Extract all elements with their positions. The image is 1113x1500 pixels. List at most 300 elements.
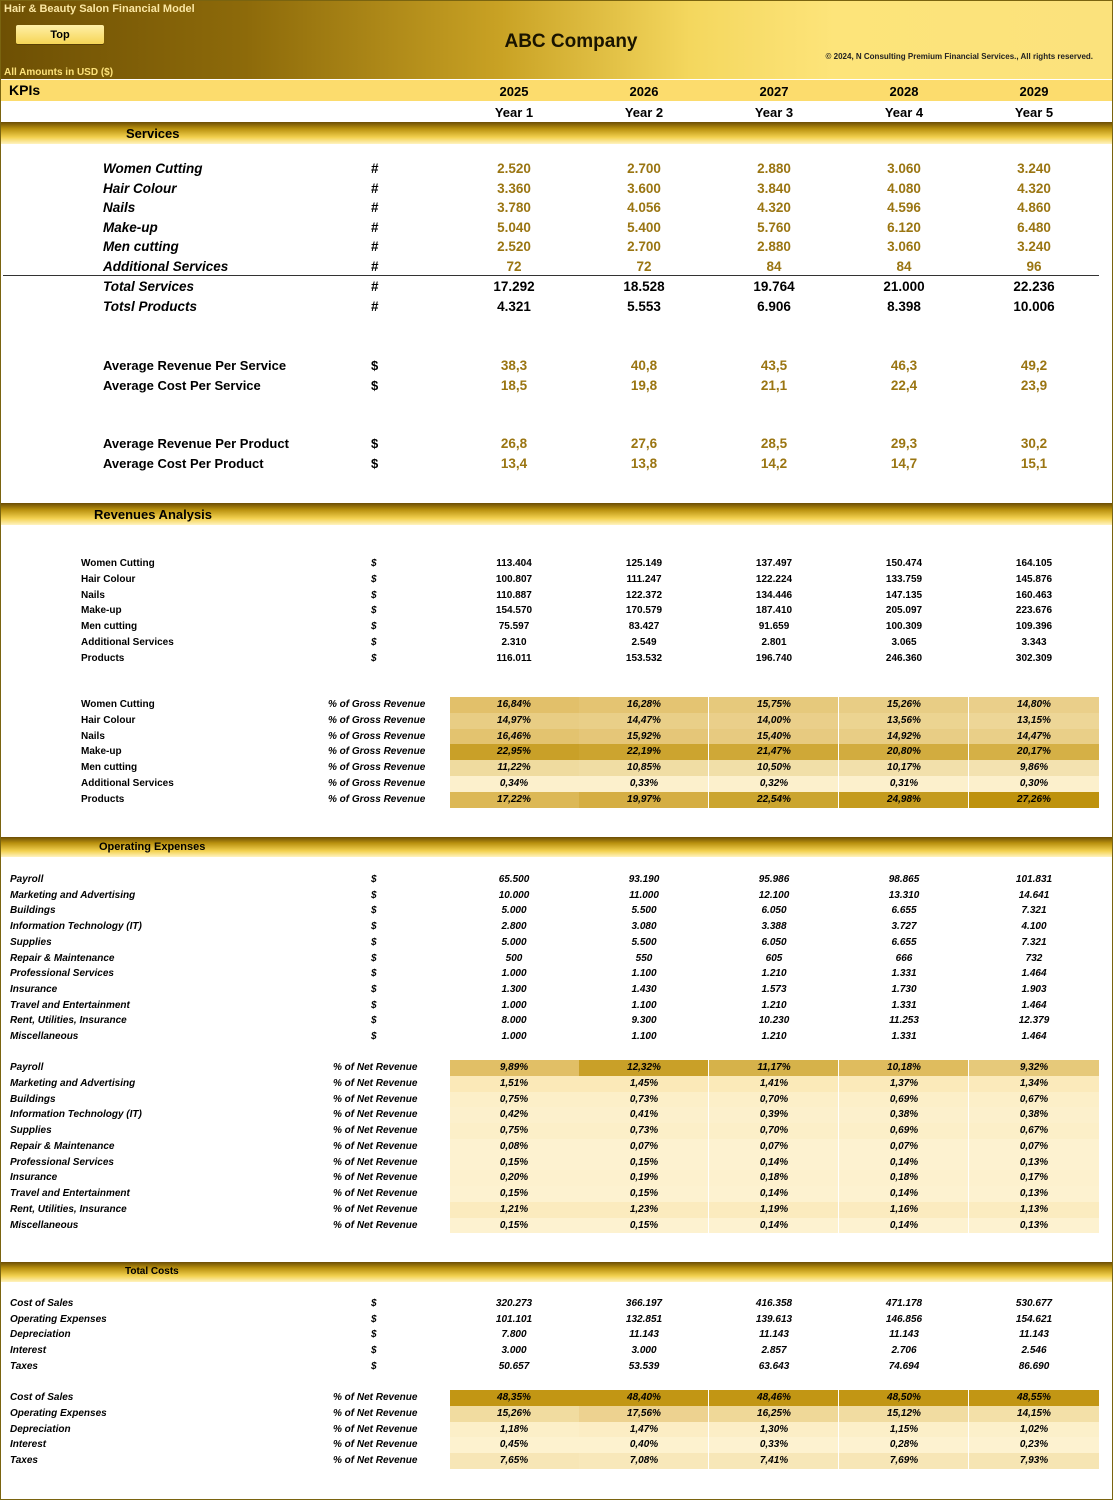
row-value: 16,28% bbox=[627, 699, 661, 710]
row-value: 15,12% bbox=[887, 1407, 921, 1419]
row-value: 0,07% bbox=[1019, 1140, 1049, 1152]
row-value: 10.006 bbox=[1013, 298, 1055, 314]
row-value: 0,69% bbox=[889, 1093, 919, 1105]
row-value: 72 bbox=[636, 259, 652, 274]
row-value: 0,31% bbox=[889, 778, 919, 789]
row-value: 13,8 bbox=[630, 455, 658, 471]
row-value: 14,7 bbox=[890, 455, 918, 471]
row-label: Professional Services bbox=[10, 968, 114, 980]
row-label: Travel and Entertainment bbox=[10, 1188, 130, 1199]
row-unit: $ bbox=[371, 1329, 377, 1341]
row-value: 4.320 bbox=[1017, 180, 1051, 196]
row-value: 6.480 bbox=[1017, 219, 1051, 235]
row-value: 14,92% bbox=[887, 730, 921, 742]
row-value: 1.464 bbox=[1021, 968, 1047, 980]
row-value: 0,15% bbox=[629, 1219, 659, 1231]
services-total-divider bbox=[3, 275, 1099, 276]
row-value: 43,5 bbox=[760, 358, 788, 373]
row-value: 11.143 bbox=[889, 1329, 919, 1341]
row-value: 0,75% bbox=[499, 1093, 529, 1105]
row-unit: $ bbox=[371, 589, 377, 601]
row-unit: $ bbox=[371, 968, 377, 980]
row-value: 100.309 bbox=[885, 621, 923, 633]
row-value: 125.149 bbox=[625, 558, 663, 569]
row-unit: $ bbox=[371, 936, 377, 948]
row-value: 0,15% bbox=[629, 1156, 659, 1168]
row-unit: % of Net Revenue bbox=[333, 1392, 418, 1403]
row-unit: % of Net Revenue bbox=[333, 1156, 418, 1168]
row-value: 666 bbox=[895, 952, 913, 964]
row-value: 11,22% bbox=[497, 762, 531, 774]
row-value: 101.101 bbox=[495, 1313, 533, 1325]
row-value: 4.596 bbox=[887, 200, 921, 216]
row-label: Make-up bbox=[81, 605, 122, 617]
row-unit: $ bbox=[371, 558, 377, 569]
row-label: Men cutting bbox=[81, 762, 138, 774]
row-value: 1.210 bbox=[761, 1031, 787, 1042]
row-value: 111.247 bbox=[626, 573, 662, 585]
row-label: Total Services bbox=[103, 279, 195, 294]
row-label: Interest bbox=[10, 1439, 47, 1451]
row-value: 19,8 bbox=[630, 377, 658, 393]
row-value: 0,42% bbox=[499, 1109, 529, 1121]
row-label: Products bbox=[81, 652, 125, 664]
row-unit: % of Gross Revenue bbox=[328, 778, 426, 789]
row-value: 21,1 bbox=[760, 377, 788, 393]
row-value: 26,8 bbox=[500, 436, 528, 451]
row-value: 6.906 bbox=[757, 298, 791, 314]
row-value: 84 bbox=[896, 259, 912, 274]
row-value: 9,89% bbox=[499, 1062, 529, 1073]
row-value: 2.700 bbox=[627, 161, 661, 176]
row-value: 9,86% bbox=[1019, 762, 1049, 774]
row-unit: $ bbox=[371, 436, 379, 451]
row-value: 4.100 bbox=[1021, 921, 1047, 933]
row-unit: $ bbox=[371, 921, 377, 933]
row-unit: % of Net Revenue bbox=[333, 1062, 418, 1073]
year-label-1: Year 1 bbox=[494, 105, 534, 120]
row-value: 12.379 bbox=[1018, 1015, 1050, 1027]
row-value: 3.060 bbox=[887, 239, 921, 255]
row-value: 23,9 bbox=[1020, 377, 1048, 393]
row-unit: $ bbox=[371, 1298, 377, 1309]
row-value: 75.597 bbox=[498, 621, 530, 633]
row-value: 93.190 bbox=[628, 874, 660, 885]
row-value: 0,13% bbox=[1019, 1156, 1049, 1168]
row-value: 95.986 bbox=[758, 874, 790, 885]
row-value: 100.807 bbox=[495, 573, 533, 585]
row-value: 416.358 bbox=[755, 1298, 793, 1309]
row-value: 0,19% bbox=[629, 1172, 659, 1184]
row-value: 0,32% bbox=[759, 778, 789, 789]
row-value: 2.801 bbox=[761, 637, 787, 648]
row-label: Repair & Maintenance bbox=[10, 952, 115, 964]
row-value: 20,17% bbox=[1017, 746, 1051, 758]
row-value: 0,30% bbox=[1019, 778, 1049, 789]
row-value: 530.677 bbox=[1015, 1298, 1053, 1309]
row-value: 0,15% bbox=[499, 1219, 529, 1231]
row-value: 0,23% bbox=[1019, 1439, 1049, 1451]
row-unit: # bbox=[371, 180, 379, 196]
row-unit: $ bbox=[371, 1031, 377, 1042]
row-value: 1,16% bbox=[889, 1203, 919, 1215]
row-value: 38,3 bbox=[500, 358, 528, 373]
row-label: Average Cost Per Product bbox=[103, 455, 264, 471]
row-value: 16,84% bbox=[497, 699, 531, 710]
row-label: Supplies bbox=[10, 936, 52, 948]
row-value: 6.655 bbox=[891, 905, 917, 917]
row-value: 223.676 bbox=[1015, 605, 1053, 617]
row-value: 7.321 bbox=[1021, 905, 1047, 917]
row-unit: % of Net Revenue bbox=[333, 1203, 418, 1215]
row-unit: $ bbox=[371, 637, 377, 648]
row-value: 5.500 bbox=[631, 905, 657, 917]
year-label-5: Year 5 bbox=[1014, 105, 1054, 120]
row-value: 22.236 bbox=[1013, 279, 1055, 294]
row-label: Miscellaneous bbox=[10, 1031, 79, 1042]
row-value: 0,69% bbox=[889, 1125, 919, 1136]
row-value: 147.135 bbox=[885, 589, 923, 601]
row-value: 8.398 bbox=[887, 298, 921, 314]
row-value: 17,56% bbox=[627, 1407, 661, 1419]
row-value: 14.641 bbox=[1018, 889, 1050, 901]
row-value: 116.011 bbox=[496, 652, 532, 664]
row-value: 0,14% bbox=[759, 1156, 789, 1168]
row-value: 154.570 bbox=[495, 605, 533, 617]
row-value: 0,14% bbox=[759, 1188, 789, 1199]
row-unit: $ bbox=[371, 1345, 377, 1357]
row-value: 10.230 bbox=[758, 1015, 790, 1027]
row-value: 3.727 bbox=[891, 921, 917, 933]
row-value: 8.000 bbox=[501, 1015, 527, 1027]
year-2025: 2025 bbox=[499, 84, 529, 99]
row-value: 19,97% bbox=[627, 793, 661, 805]
row-unit: % of Net Revenue bbox=[333, 1455, 418, 1466]
row-label: Make-up bbox=[103, 219, 158, 235]
row-value: 27,6 bbox=[630, 436, 658, 451]
row-label: Payroll bbox=[10, 874, 44, 885]
row-value: 302.309 bbox=[1015, 652, 1053, 664]
row-value: 14,15% bbox=[1017, 1407, 1051, 1419]
row-value: 0,14% bbox=[759, 1219, 789, 1231]
row-value: 132.851 bbox=[625, 1313, 663, 1325]
row-value: 14,47% bbox=[627, 714, 661, 726]
row-value: 6.655 bbox=[891, 936, 917, 948]
row-value: 17,22% bbox=[497, 793, 531, 805]
row-value: 1,37% bbox=[889, 1077, 919, 1089]
row-value: 3.065 bbox=[891, 637, 917, 648]
row-value: 53.539 bbox=[628, 1360, 660, 1372]
row-value: 30,2 bbox=[1020, 436, 1048, 451]
row-unit: $ bbox=[371, 1360, 377, 1372]
row-label: Interest bbox=[10, 1345, 47, 1357]
row-value: 1,23% bbox=[629, 1203, 659, 1215]
row-value: 0,08% bbox=[499, 1140, 529, 1152]
row-value: 139.613 bbox=[755, 1313, 793, 1325]
row-label: Cost of Sales bbox=[10, 1392, 74, 1403]
row-value: 1.300 bbox=[501, 983, 527, 995]
row-value: 145.876 bbox=[1015, 573, 1053, 585]
row-value: 0,70% bbox=[759, 1125, 789, 1136]
row-unit: % of Net Revenue bbox=[333, 1140, 418, 1152]
row-unit: $ bbox=[371, 377, 379, 393]
company-name: ABC Company bbox=[504, 31, 638, 52]
row-unit: $ bbox=[371, 952, 377, 964]
row-value: 153.532 bbox=[625, 652, 663, 664]
top-button[interactable]: Top bbox=[16, 25, 104, 44]
row-value: 48,55% bbox=[1017, 1392, 1051, 1403]
row-label: Miscellaneous bbox=[10, 1219, 79, 1231]
row-value: 109.396 bbox=[1015, 621, 1053, 633]
row-value: 65.500 bbox=[498, 874, 530, 885]
row-value: 0,70% bbox=[759, 1093, 789, 1105]
row-value: 3.060 bbox=[887, 161, 921, 176]
row-value: 0,14% bbox=[889, 1156, 919, 1168]
row-value: 0,13% bbox=[1019, 1219, 1049, 1231]
row-value: 15,40% bbox=[757, 730, 791, 742]
row-value: 122.224 bbox=[755, 573, 793, 585]
row-value: 113.404 bbox=[496, 558, 532, 569]
row-label: Depreciation bbox=[10, 1423, 71, 1435]
row-value: 9,32% bbox=[1019, 1062, 1049, 1073]
row-unit: $ bbox=[371, 652, 377, 664]
row-value: 2.706 bbox=[891, 1345, 917, 1357]
row-unit: $ bbox=[371, 905, 377, 917]
row-value: 2.520 bbox=[497, 161, 531, 176]
row-value: 1,47% bbox=[629, 1423, 659, 1435]
row-unit: % of Gross Revenue bbox=[328, 762, 426, 774]
row-value: 6.050 bbox=[761, 905, 787, 917]
row-value: 4.056 bbox=[627, 200, 661, 216]
row-value: 11,17% bbox=[757, 1062, 791, 1073]
row-label: Average Revenue Per Service bbox=[103, 358, 287, 373]
row-value: 91.659 bbox=[758, 621, 790, 633]
row-value: 7,93% bbox=[1019, 1455, 1049, 1466]
kpi-header-band bbox=[1, 80, 1112, 101]
row-value: 1.903 bbox=[1021, 983, 1047, 995]
row-value: 48,50% bbox=[887, 1392, 921, 1403]
row-value: 7,65% bbox=[499, 1455, 529, 1466]
row-unit: $ bbox=[371, 621, 377, 633]
row-unit: $ bbox=[371, 605, 377, 617]
row-value: 0,14% bbox=[889, 1188, 919, 1199]
row-value: 0,41% bbox=[629, 1109, 659, 1121]
row-value: 7,69% bbox=[889, 1455, 919, 1466]
row-label: Payroll bbox=[10, 1062, 44, 1073]
row-label: Totsl Products bbox=[103, 298, 198, 314]
row-unit: $ bbox=[371, 999, 377, 1011]
row-value: 16,46% bbox=[497, 730, 531, 742]
row-value: 366.197 bbox=[625, 1298, 663, 1309]
row-value: 5.500 bbox=[631, 936, 657, 948]
row-value: 0,18% bbox=[889, 1172, 919, 1184]
row-value: 6.050 bbox=[761, 936, 787, 948]
row-value: 101.831 bbox=[1015, 874, 1053, 885]
row-unit: $ bbox=[371, 1313, 377, 1325]
row-label: Marketing and Advertising bbox=[10, 1077, 136, 1089]
row-value: 4.320 bbox=[757, 200, 791, 216]
row-value: 2.700 bbox=[627, 239, 661, 255]
row-value: 12,32% bbox=[627, 1062, 661, 1073]
row-value: 17.292 bbox=[493, 279, 535, 294]
row-value: 550 bbox=[635, 952, 653, 964]
row-label: Additional Services bbox=[81, 778, 174, 789]
row-label: Women Cutting bbox=[103, 161, 203, 176]
row-value: 11.143 bbox=[629, 1329, 659, 1341]
row-value: 3.080 bbox=[631, 921, 657, 933]
row-value: 2.800 bbox=[501, 921, 527, 933]
row-unit: # bbox=[371, 200, 379, 216]
row-value: 49,2 bbox=[1020, 358, 1048, 373]
year-2027: 2027 bbox=[759, 84, 789, 99]
row-value: 133.759 bbox=[885, 573, 923, 585]
row-unit: # bbox=[371, 279, 379, 294]
currency-note: All Amounts in USD ($) bbox=[4, 67, 114, 78]
year-label-4: Year 4 bbox=[884, 105, 924, 120]
row-unit: $ bbox=[371, 1015, 377, 1027]
row-value: 1.430 bbox=[631, 983, 657, 995]
row-unit: $ bbox=[371, 983, 377, 995]
row-label: Cost of Sales bbox=[10, 1298, 74, 1309]
row-value: 3.343 bbox=[1021, 637, 1047, 648]
row-label: Operating Expenses bbox=[10, 1407, 107, 1419]
row-unit: $ bbox=[371, 874, 377, 885]
row-value: 22,19% bbox=[627, 746, 661, 758]
row-label: Nails bbox=[81, 589, 105, 601]
row-value: 0,38% bbox=[889, 1109, 919, 1121]
row-value: 0,33% bbox=[759, 1439, 789, 1451]
row-label: Nails bbox=[103, 200, 136, 216]
row-value: 0,17% bbox=[1019, 1172, 1049, 1184]
row-value: 1,13% bbox=[1019, 1203, 1049, 1215]
row-value: 134.446 bbox=[755, 589, 793, 601]
row-value: 96 bbox=[1026, 259, 1042, 274]
row-unit: % of Gross Revenue bbox=[328, 793, 426, 805]
row-value: 1,34% bbox=[1019, 1077, 1049, 1089]
row-value: 605 bbox=[765, 952, 783, 964]
row-label: Hair Colour bbox=[81, 573, 136, 585]
row-value: 3.780 bbox=[497, 200, 531, 216]
row-value: 7.800 bbox=[501, 1329, 527, 1341]
row-value: 0,15% bbox=[499, 1156, 529, 1168]
row-value: 48,40% bbox=[627, 1392, 661, 1403]
row-value: 86.690 bbox=[1018, 1360, 1050, 1372]
row-value: 22,95% bbox=[497, 746, 531, 758]
row-unit: # bbox=[371, 259, 379, 274]
services-title: Services bbox=[126, 126, 180, 141]
row-label: Make-up bbox=[81, 746, 122, 758]
row-label: Hair Colour bbox=[81, 714, 136, 726]
row-value: 1.464 bbox=[1021, 999, 1047, 1011]
row-value: 5.553 bbox=[627, 298, 661, 314]
model-title: Hair & Beauty Salon Financial Model bbox=[4, 3, 195, 15]
row-value: 1,02% bbox=[1019, 1423, 1049, 1435]
row-unit: % of Net Revenue bbox=[333, 1188, 418, 1199]
row-value: 10.000 bbox=[498, 889, 530, 901]
row-value: 15,92% bbox=[627, 730, 661, 742]
row-value: 1.000 bbox=[501, 968, 527, 980]
row-value: 7,08% bbox=[629, 1455, 659, 1466]
row-label: Men cutting bbox=[81, 621, 138, 633]
row-value: 10,50% bbox=[757, 762, 791, 774]
row-value: 170.579 bbox=[625, 605, 663, 617]
row-value: 0,75% bbox=[499, 1125, 529, 1136]
row-value: 14,97% bbox=[497, 714, 531, 726]
row-value: 29,3 bbox=[890, 436, 918, 451]
row-label: Women Cutting bbox=[81, 699, 155, 710]
row-value: 15,1 bbox=[1020, 455, 1048, 471]
row-value: 3.360 bbox=[497, 180, 531, 196]
row-value: 22,54% bbox=[757, 793, 791, 805]
row-value: 0,28% bbox=[889, 1439, 919, 1451]
row-value: 2.520 bbox=[497, 239, 531, 255]
row-value: 11.000 bbox=[629, 889, 659, 901]
row-value: 2.880 bbox=[757, 161, 791, 176]
row-value: 1.100 bbox=[631, 968, 657, 980]
row-unit: % of Net Revenue bbox=[333, 1219, 418, 1231]
row-value: 1.730 bbox=[891, 983, 917, 995]
row-value: 0,40% bbox=[629, 1439, 659, 1451]
row-value: 7,41% bbox=[759, 1455, 789, 1466]
year-label-3: Year 3 bbox=[754, 105, 794, 120]
row-label: Average Cost Per Service bbox=[103, 377, 261, 393]
row-value: 0,73% bbox=[629, 1125, 659, 1136]
row-label: Buildings bbox=[10, 1093, 56, 1105]
row-value: 6.120 bbox=[887, 219, 921, 235]
row-value: 0,07% bbox=[759, 1140, 789, 1152]
row-value: 1,18% bbox=[499, 1423, 529, 1435]
row-value: 0,33% bbox=[629, 778, 659, 789]
row-value: 11.143 bbox=[1019, 1329, 1049, 1341]
row-value: 1.000 bbox=[501, 1031, 527, 1042]
row-value: 1.100 bbox=[631, 1031, 657, 1042]
row-value: 164.105 bbox=[1015, 558, 1053, 569]
row-value: 154.621 bbox=[1015, 1313, 1053, 1325]
row-value: 3.240 bbox=[1017, 239, 1051, 255]
row-value: 0,15% bbox=[629, 1188, 659, 1199]
row-label: Insurance bbox=[10, 983, 58, 995]
row-value: 5.040 bbox=[497, 219, 531, 235]
row-value: 16,25% bbox=[757, 1407, 791, 1419]
row-value: 0,14% bbox=[889, 1219, 919, 1231]
revenues-title: Revenues Analysis bbox=[94, 507, 213, 522]
row-value: 1.331 bbox=[891, 968, 917, 980]
row-value: 1.464 bbox=[1021, 1031, 1047, 1042]
row-value: 72 bbox=[506, 259, 522, 274]
row-unit: % of Gross Revenue bbox=[328, 730, 426, 742]
row-value: 1.210 bbox=[761, 999, 787, 1011]
row-value: 0,39% bbox=[759, 1109, 789, 1121]
row-label: Insurance bbox=[10, 1172, 58, 1184]
row-value: 18,5 bbox=[500, 377, 528, 393]
row-value: 1,19% bbox=[759, 1203, 789, 1215]
row-value: 5.000 bbox=[501, 936, 527, 948]
row-value: 22,4 bbox=[890, 377, 918, 393]
row-unit: % of Gross Revenue bbox=[328, 714, 426, 726]
row-unit: % of Gross Revenue bbox=[328, 699, 426, 710]
row-value: 83.427 bbox=[628, 621, 660, 633]
row-value: 12.100 bbox=[758, 889, 790, 901]
row-value: 24,98% bbox=[887, 793, 921, 805]
row-value: 1,45% bbox=[629, 1077, 659, 1089]
row-value: 74.694 bbox=[888, 1360, 920, 1372]
row-value: 0,67% bbox=[1019, 1125, 1049, 1136]
row-value: 40,8 bbox=[630, 358, 658, 373]
row-value: 13.310 bbox=[888, 889, 920, 901]
row-unit: $ bbox=[371, 573, 377, 585]
row-value: 0,07% bbox=[629, 1140, 659, 1152]
row-value: 2.880 bbox=[757, 239, 791, 255]
